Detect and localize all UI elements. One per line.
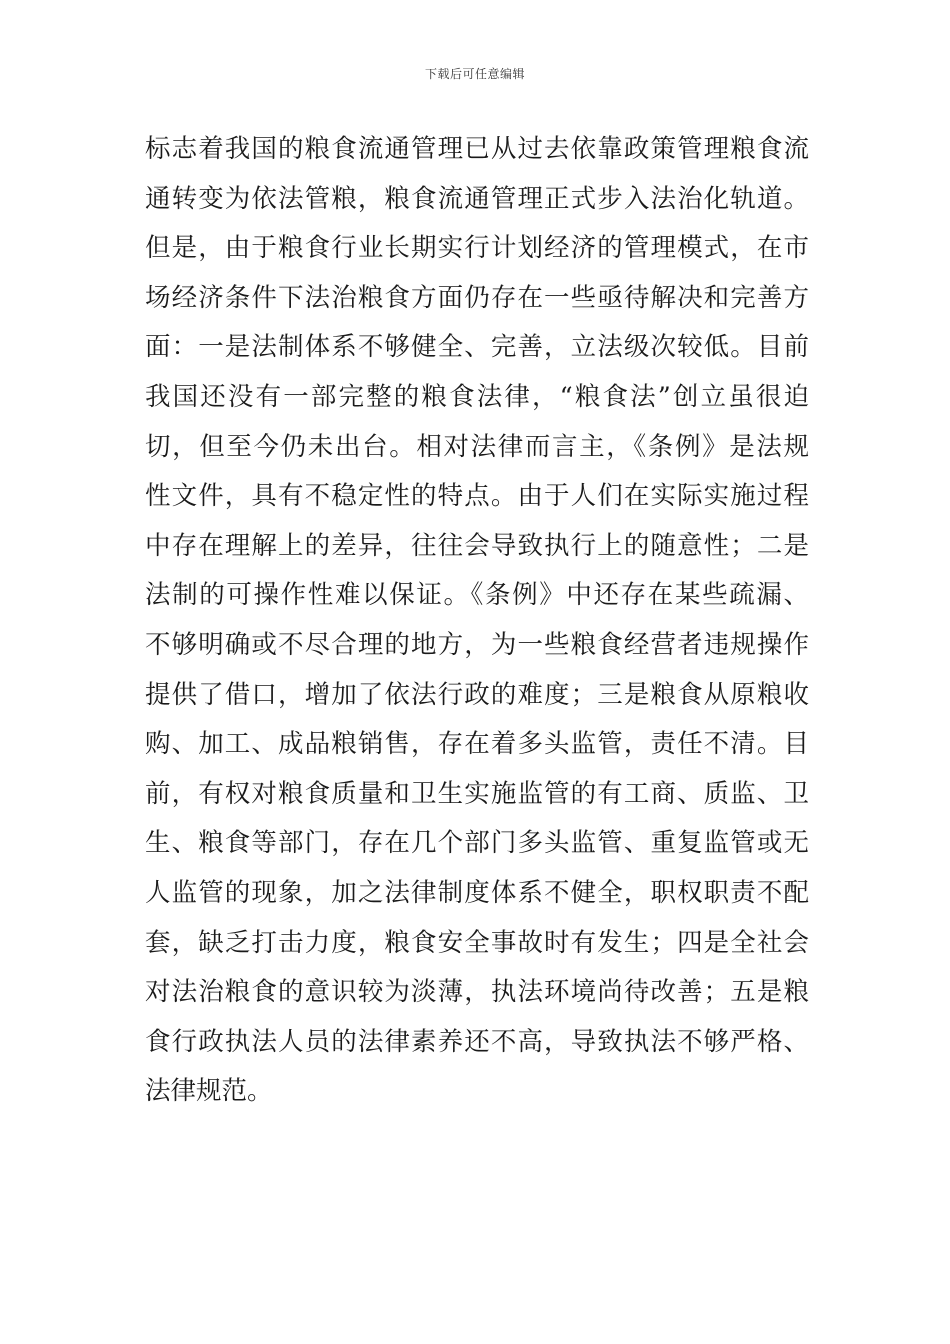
paragraph-line: 食行政执法人员的法律素养还不高，导致执法不够严格、 xyxy=(145,1026,809,1057)
paragraph-line: 提供了借口，增加了依法行政的难度；三是粮食从原粮收 xyxy=(145,679,809,710)
paragraph-line: 对法治粮食的意识较为淡薄，执法环境尚待改善；五是粮 xyxy=(145,977,809,1008)
paragraph-line: 但是，由于粮食行业长期实行计划经济的管理模式，在市 xyxy=(145,233,809,264)
paragraph-line: 法制的可操作性难以保证。《条例》中还存在某些疏漏、 xyxy=(145,580,809,611)
paragraph-line: 性文件，具有不稳定性的特点。由于人们在实际实施过程 xyxy=(145,481,809,512)
paragraph-line: 切，但至今仍未出台。相对法律而言主，《条例》是法规 xyxy=(145,431,809,462)
paragraph-line: 我国还没有一部完整的粮食法律，“粮食法”创立虽很迫 xyxy=(145,381,809,412)
paragraph-line: 面：一是法制体系不够健全、完善，立法级次较低。目前 xyxy=(145,332,809,363)
paragraph-line: 不够明确或不尽合理的地方，为一些粮食经营者违规操作 xyxy=(145,629,809,660)
paragraph-line: 通转变为依法管粮，粮食流通管理正式步入法治化轨道。 xyxy=(145,183,809,214)
paragraph-line: 购、加工、成品粮销售，存在着多头监管，责任不清。目 xyxy=(145,729,809,760)
paragraph-line: 套，缺乏打击力度，粮食安全事故时有发生；四是全社会 xyxy=(145,927,809,958)
paragraph-line: 标志着我国的粮食流通管理已从过去依靠政策管理粮食流 xyxy=(145,134,809,164)
paragraph-line: 场经济条件下法治粮食方面仍存在一些亟待解决和完善方 xyxy=(145,282,809,313)
header-note: 下载后可任意编辑 xyxy=(424,67,525,81)
paragraph-line: 生、粮食等部门，存在几个部门多头监管、重复监管或无 xyxy=(145,828,809,859)
paragraph-line-last: 法律规范。 xyxy=(145,1076,273,1107)
paragraph-line: 人监管的现象，加之法律制度体系不健全，职权职责不配 xyxy=(145,877,809,908)
paragraph-line: 前，有权对粮食质量和卫生实施监管的有工商、质监、卫 xyxy=(145,778,809,809)
body-paragraph xyxy=(145,125,809,1117)
paragraph-line: 中存在理解上的差异，往往会导致执行上的随意性；二是 xyxy=(145,530,809,561)
